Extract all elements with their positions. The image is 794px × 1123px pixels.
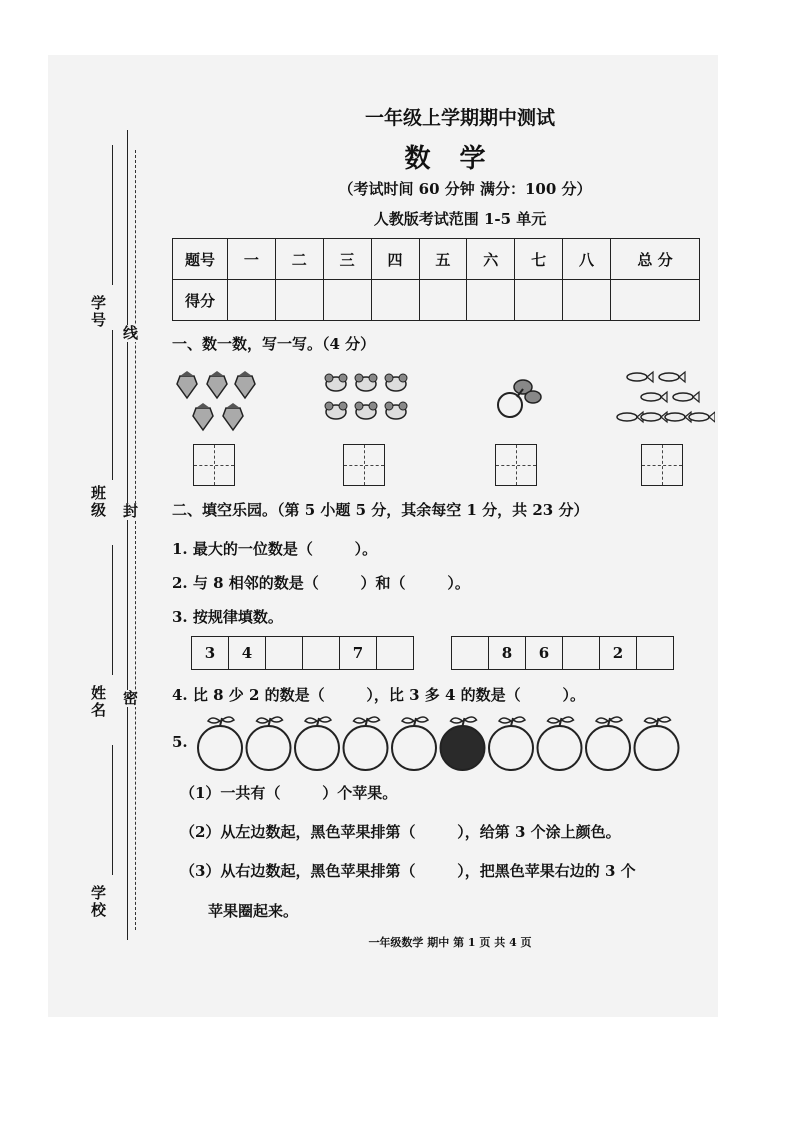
fish-group [615, 370, 715, 432]
score-row-label: 得分 [173, 280, 228, 321]
sequence-cell[interactable]: 8 [489, 637, 526, 669]
school-label: 学校 [89, 885, 107, 919]
score-table [172, 238, 700, 321]
score-header-row [173, 239, 700, 280]
radish-icon [495, 375, 545, 423]
apple-icon[interactable] [489, 717, 533, 770]
fish-icon [665, 412, 691, 422]
score-header-cell: 四 [371, 239, 419, 280]
score-cell[interactable] [228, 280, 276, 321]
answer-writing-box[interactable] [193, 444, 235, 486]
strawberry-icon [207, 371, 227, 398]
black-apple-icon[interactable] [441, 717, 485, 770]
question-5-3-continued: 苹果圈起来。 [208, 902, 299, 920]
exam-subject: 数 学 [404, 144, 496, 174]
mouse-icon [325, 402, 347, 419]
score-cell[interactable] [275, 280, 323, 321]
name-label: 姓名 [89, 685, 107, 719]
sequence-cell[interactable]: 7 [340, 637, 377, 669]
section2-title: 二、填空乐园。（第 5 小题 5 分，其余每空 1 分，共 23 分） [172, 501, 589, 519]
score-cell[interactable] [419, 280, 467, 321]
apple-icon[interactable] [635, 717, 679, 770]
secret-mark: 密 [121, 690, 139, 707]
score-header-cell: 题号 [173, 239, 228, 280]
mouse-icon [385, 402, 407, 419]
sequence-cell[interactable] [377, 637, 413, 669]
mouse-group [323, 372, 418, 432]
seal-mark: 封 [121, 503, 139, 520]
sequence-cell[interactable] [452, 637, 489, 669]
sequence-cell[interactable] [303, 637, 340, 669]
apple-icon[interactable] [295, 717, 339, 770]
apple-icon[interactable] [586, 717, 630, 770]
mouse-icon [385, 374, 407, 391]
strawberry-icon [177, 371, 197, 398]
answer-writing-box[interactable] [641, 444, 683, 486]
student-no-underline [112, 145, 113, 285]
fish-icon [673, 392, 699, 402]
strawberry-icon [193, 403, 213, 430]
question-4: 4. 比 8 少 2 的数是（ ），比 3 多 4 的数是（ ）。 [172, 686, 585, 704]
student-no-label: 学号 [89, 295, 107, 329]
score-header-cell: 一 [228, 239, 276, 280]
question-2: 2. 与 8 相邻的数是（ ）和（ ）。 [172, 574, 470, 592]
apple-icon[interactable] [392, 717, 436, 770]
strawberry-icon [235, 371, 255, 398]
sequence-cell[interactable] [266, 637, 303, 669]
class-label: 班级 [89, 485, 107, 519]
mouse-icon [325, 374, 347, 391]
apple-icon[interactable] [538, 717, 582, 770]
exam-info: （考试时间 60 分钟 满分：100 分） [338, 180, 592, 198]
mouse-icon [355, 374, 377, 391]
sequence-cell[interactable]: 4 [229, 637, 266, 669]
question-5-2: （2）从左边数起，黑色苹果排第（ ），给第 3 个涂上颜色。 [180, 823, 621, 841]
sequence-cell[interactable]: 2 [600, 637, 637, 669]
score-header-cell: 二 [275, 239, 323, 280]
fish-icon [641, 392, 667, 402]
school-underline [112, 745, 113, 875]
fish-icon [617, 412, 643, 422]
fish-icon [659, 372, 685, 382]
class-underline [112, 330, 113, 480]
answer-writing-box[interactable] [343, 444, 385, 486]
fish-icon [689, 412, 715, 422]
score-cell[interactable] [611, 280, 700, 321]
score-header-cell: 八 [563, 239, 611, 280]
name-underline [112, 545, 113, 675]
page-footer: 一年级数学 期中 第 1 页 共 4 页 [368, 936, 532, 949]
score-header-cell: 三 [323, 239, 371, 280]
sequence-cell[interactable]: 3 [192, 637, 229, 669]
score-header-cell: 五 [419, 239, 467, 280]
sequence-cell[interactable] [563, 637, 600, 669]
sequence-cell[interactable]: 6 [526, 637, 563, 669]
apple-icon[interactable] [247, 717, 291, 770]
apple-icon[interactable] [198, 717, 242, 770]
fish-icon [641, 412, 667, 422]
score-header-cell: 七 [515, 239, 563, 280]
apple-icon[interactable] [344, 717, 388, 770]
score-cell[interactable] [323, 280, 371, 321]
question-5-3: （3）从右边数起，黑色苹果排第（ ），把黑色苹果右边的 3 个 [180, 862, 636, 880]
score-cell[interactable] [467, 280, 515, 321]
binding-dashed-line [135, 150, 136, 930]
section1-title: 一、数一数，写一写。（4 分） [172, 335, 376, 353]
score-cell[interactable] [371, 280, 419, 321]
fish-icon [627, 372, 653, 382]
question-5-1: （1）一共有（ ）个苹果。 [180, 784, 398, 802]
sequence-b [451, 636, 674, 670]
question-1: 1. 最大的一位数是（ ）。 [172, 540, 378, 558]
exam-title: 一年级上学期期中测试 [364, 107, 555, 129]
apple-row [196, 714, 686, 774]
strawberry-icon [223, 403, 243, 430]
score-header-cell: 六 [467, 239, 515, 280]
question-3: 3. 按规律填数。 [172, 608, 283, 626]
strawberry-group [172, 370, 262, 435]
mouse-icon [355, 402, 377, 419]
score-value-row [173, 280, 700, 321]
exam-scope: 人教版考试范围 1-5 单元 [373, 210, 547, 228]
sequence-cell[interactable] [637, 637, 673, 669]
binding-solid-line [127, 130, 128, 940]
line-mark: 线 [121, 325, 139, 342]
score-cell[interactable] [515, 280, 563, 321]
score-header-cell: 总 分 [611, 239, 700, 280]
sequence-a [191, 636, 414, 670]
score-cell[interactable] [563, 280, 611, 321]
question-5-label: 5. [172, 733, 188, 751]
answer-writing-box[interactable] [495, 444, 537, 486]
